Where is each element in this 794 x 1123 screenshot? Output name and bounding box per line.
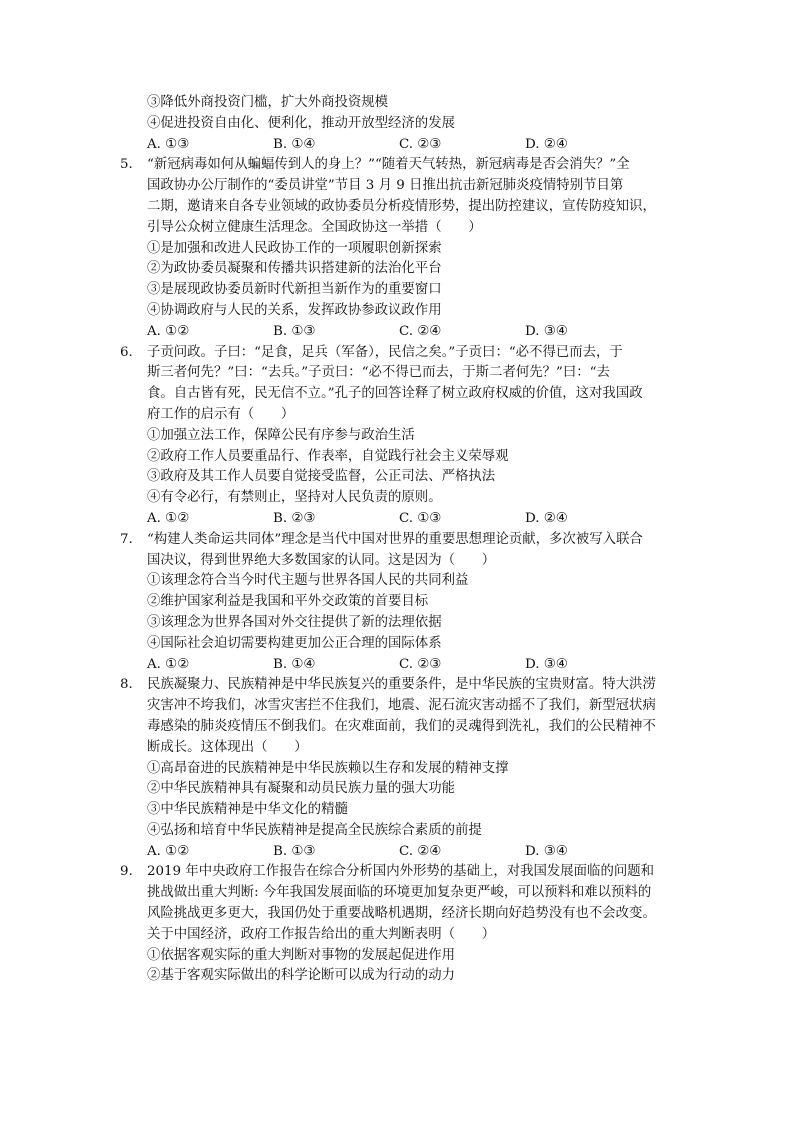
- question-stem: 挑战做出重大判断: 今年我国发展面临的环境更加复杂更严峻，可以预料和难以预料的: [147, 885, 652, 901]
- question-number: 9.: [120, 864, 133, 880]
- option-statement: ②基于客观实际做出的科学论断可以成为行动的动力: [147, 968, 455, 984]
- option-statement: ②政府工作人员要重品行、作表率，自觉践行社会主义荣辱观: [147, 448, 509, 464]
- choice-a[interactable]: A. ①③: [147, 136, 190, 152]
- question-stem: 国政协办公厅制作的“委员讲堂”节目 3 月 9 日推出抗击新冠肺炎疫情特别节目第: [147, 178, 624, 194]
- question-stem: 食。自古皆有死，民无信不立。”孔子的回答诠释了树立政府权威的价值，这对我国政: [147, 386, 643, 402]
- question-stem: 关于中国经济，政府工作报告给出的重大判断表明（ ）: [147, 926, 496, 942]
- choice-b[interactable]: B. ②③: [273, 510, 316, 526]
- answer-choices: [120, 842, 690, 863]
- answer-choices: [120, 322, 690, 343]
- question-stem: 7. “构建人类命运共同体”理念是当代中国对世界的重要思想理论贡献，多次被写入联合: [120, 530, 690, 551]
- question-stem: 断成长。这体现出（ ）: [147, 739, 308, 755]
- choice-c[interactable]: C. ②④: [399, 843, 442, 859]
- choice-a[interactable]: A. ①②: [147, 323, 190, 339]
- choice-a[interactable]: A. ①②: [147, 510, 190, 526]
- option-statement: ④弘扬和培育中华民族精神是提高全民族综合素质的前提: [147, 822, 482, 838]
- answer-choices: [120, 135, 690, 156]
- question-6: [120, 343, 690, 530]
- question-number: 8.: [120, 677, 133, 693]
- choice-a[interactable]: A. ①②: [147, 656, 190, 672]
- choice-b[interactable]: B. ①③: [273, 323, 316, 339]
- question-stem: 6. 子贡问政。子曰：“足食，足兵（军备），民信之矣。”子贡曰：“必不得已而去，于: [120, 343, 690, 364]
- option-statement: ②维护国家利益是我国和平外交政策的首要目标: [147, 594, 429, 610]
- question-number: 5.: [120, 157, 133, 173]
- choice-b[interactable]: B. ①④: [273, 136, 316, 152]
- choice-b[interactable]: B. ①④: [273, 656, 316, 672]
- option-statement: ①该理念符合当今时代主题与世界各国人民的共同利益: [147, 573, 469, 589]
- option-statement: ①加强立法工作，保障公民有序参与政治生活: [147, 427, 415, 443]
- option-statement: ③政府及其工作人员要自觉接受监督，公正司法、严格执法: [147, 469, 496, 485]
- option-statement: ④有令必行，有禁则止，坚持对人民负责的原则。: [147, 490, 442, 506]
- question-stem: 引导公众树立健康生活理念。全国政协这一举措（ ）: [147, 219, 482, 235]
- option-statement: ③中华民族精神是中华文化的精髓: [147, 802, 348, 818]
- choice-d[interactable]: D. ③④: [525, 656, 568, 672]
- choice-c[interactable]: C. ②④: [399, 323, 442, 339]
- question-stem: 二期，邀请来自各专业领域的政协委员分析疫情形势，提出防控建议，宣传防疫知识，: [147, 198, 656, 214]
- question-stem: 国决议，得到世界绝大多数国家的认同。这是因为（ ）: [147, 552, 496, 568]
- question-stem: 5. “新冠病毒如何从蝙蝠传到人的身上？”“随着天气转热，新冠病毒是否会消失？”全: [120, 155, 690, 176]
- choice-b[interactable]: B. ①③: [273, 843, 316, 859]
- option-statement: ③是展现政协委员新时代新担当新作为的重要窗口: [147, 282, 442, 298]
- option-statement: ④协调政府与人民的关系，发挥政协参政议政作用: [147, 302, 442, 318]
- question-stem: 灾害冲不垮我们，冰雪灾害拦不住我们，地震、泥石流灾害动摇不了我们，新型冠状病: [147, 698, 656, 714]
- question-stem: 9. 2019 年中央政府工作报告在综合分析国内外形势的基础上，对我国发展面临的问题和: [120, 862, 690, 883]
- choice-d[interactable]: D. ②④: [525, 136, 568, 152]
- question-8: [120, 675, 690, 862]
- question-stem: 8. 民族凝聚力、民族精神是中华民族复兴的重要条件，是中华民族的宝贵财富。特大洪涝: [120, 675, 690, 696]
- option-statement: ①高昂奋进的民族精神是中华民族赖以生存和发展的精神支撑: [147, 760, 509, 776]
- question-number: 6.: [120, 344, 133, 360]
- choice-c[interactable]: C. ①③: [399, 510, 442, 526]
- option-statement: ④国际社会迫切需要构建更加公正合理的国际体系: [147, 635, 442, 651]
- choice-d[interactable]: D. ③④: [525, 323, 568, 339]
- choice-d[interactable]: D. ②④: [525, 510, 568, 526]
- question-stem: 府工作的启示有（ ）: [147, 406, 295, 422]
- option-statement: ③该理念为世界各国对外交往提供了新的法理依据: [147, 614, 442, 630]
- question-stem: 风险挑战更多更大，我国仍处于重要战略机遇期，经济长期向好趋势没有也不会改变。: [147, 906, 656, 922]
- choice-c[interactable]: C. ②③: [399, 136, 442, 152]
- question-5: [120, 155, 690, 342]
- choice-d[interactable]: D. ③④: [525, 843, 568, 859]
- exam-content: [120, 93, 690, 987]
- question-number: 7.: [120, 531, 133, 547]
- answer-choices: [120, 655, 690, 676]
- question-stem: 斯三者何先？”曰：“去兵。”子贡曰：“必不得已而去，于斯二者何先？”曰：“去: [147, 365, 610, 381]
- question-stem: 毒感染的肺炎疫情压不倒我们。在灾难面前，我们的灵魂得到洗礼，我们的公民精神不: [147, 718, 656, 734]
- choice-c[interactable]: C. ②③: [399, 656, 442, 672]
- option-statement: ①依据客观实际的重大判断对事物的发展起促进作用: [147, 947, 455, 963]
- option-statement: ④促进投资自由化、便利化，推动开放型经济的发展: [147, 115, 455, 131]
- question-9: [120, 862, 690, 987]
- question-7: [120, 530, 690, 676]
- option-statement: ③降低外商投资门槛，扩大外商投资规模: [147, 95, 389, 110]
- option-statement: ②中华民族精神具有凝聚和动员民族力量的强大功能: [147, 781, 455, 797]
- option-statement: ①是加强和改进人民政协工作的一项履职创新探索: [147, 240, 442, 256]
- option-statement: ②为政协委员凝聚和传播共识搭建新的法治化平台: [147, 261, 442, 277]
- choice-a[interactable]: A. ①②: [147, 843, 190, 859]
- answer-choices: [120, 509, 690, 530]
